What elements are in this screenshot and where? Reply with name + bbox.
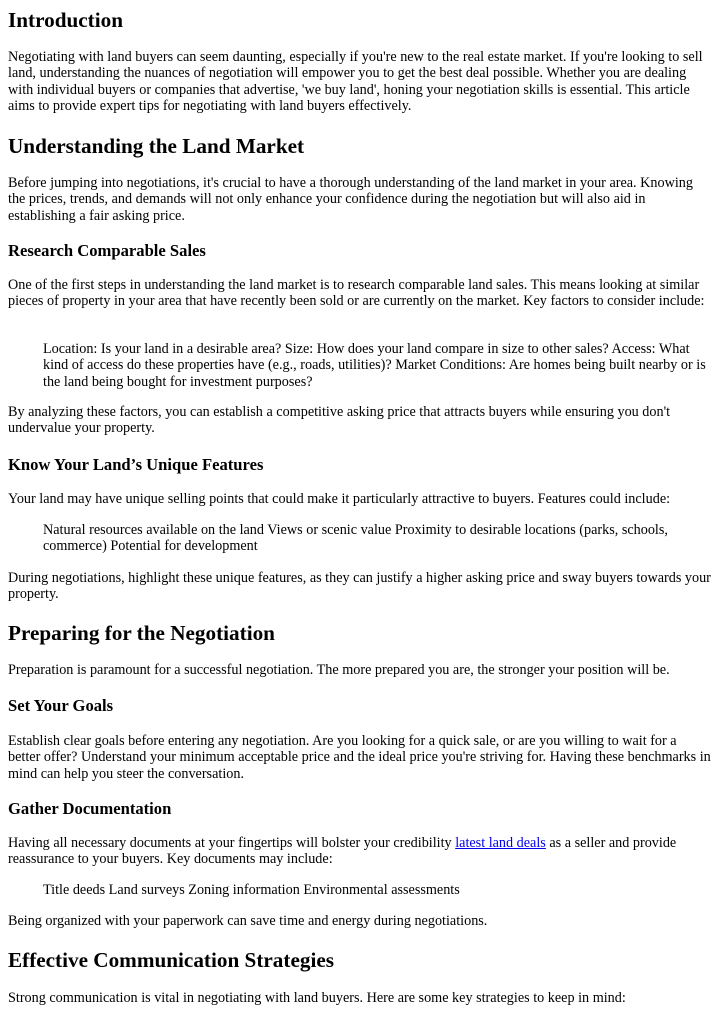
paragraph-research-after: By analyzing these factors, you can establish a competitive asking price that attracts buyers while ensuring you don't undervalue your property. [8,404,671,437]
paragraph-research-comparable: One of the first steps in understanding the land market is to research comparable land sales. This means looking at similar pieces of property in your area that have recently been sold or are currently on the market. Key factors to consider include: [8,277,705,310]
paragraph-features-after: During negotiations, highlight these unique features, as they can justify a higher asking price and sway buyers towards your property. [8,570,711,603]
paragraph-unique-features: Your land may have unique selling points that could make it particularly attractive to buyers. Features could include: [8,491,671,507]
paragraph-gather-documentation [8,835,712,868]
paragraph-docs-before: Having all necessary documents at your fingertips will bolster your credibility [8,835,456,851]
heading-gather-documentation: Gather Documentation [8,799,172,818]
paragraph-preparing: Preparation is paramount for a successful negotiation. The more prepared you are, the stronger your position will be. [8,662,670,678]
paragraph-docs-after-list: Being organized with your paperwork can save time and energy during negotiations. [8,913,488,929]
heading-set-goals: Set Your Goals [8,696,114,715]
quote-documents-list: Title deeds Land surveys Zoning information Environmental assessments [43,882,460,898]
heading-introduction: Introduction [8,8,123,32]
paragraph-set-goals: Establish clear goals before entering any negotiation. Are you looking for a quick sale, or are you willing to wait for a better offer? Understand your minimum acceptable price and the ideal price you're striving for. Having these benchmarks in mind can help you steer the conversation. [8,733,711,782]
paragraph-introduction: Negotiating with land buyers can seem daunting, especially if you're new to the real estate market. If you're looking to sell land, understanding the nuances of negotiation will empower you to get the best deal possible. Whether you are dealing with individual buyers or companies that advertise, 'we buy land', honing your negotiation skills is essential. This article aims to provide expert tips for negotiating with land buyers effectively. [8,49,703,115]
quote-research-factors: Location: Is your land in a desirable area? Size: How does your land compare in size to other sales? Access: What kind of access do these properties have (e.g., roads, utilities)? Market Conditions: Are homes being built nearby or is the land being bought for investment purposes? [43,341,706,390]
heading-research-comparable: Research Comparable Sales [8,241,206,260]
heading-understanding-market: Understanding the Land Market [8,134,305,158]
heading-unique-features: Know Your Land’s Unique Features [8,455,264,474]
paragraph-communication: Strong communication is vital in negotiating with land buyers. Here are some key strategies to keep in mind: [8,990,626,1006]
paragraph-docs-after: as a seller and provide reassurance to your buyers. Key documents may include: [8,835,677,868]
paragraph-understanding-market: Before jumping into negotiations, it's crucial to have a thorough understanding of the land market in your area. Knowing the prices, trends, and demands will not only enhance your confidence during the negotiation but will also aid in establishing a fair asking price. [8,175,693,224]
heading-communication: Effective Communication Strategies [8,948,334,972]
heading-preparing: Preparing for the Negotiation [8,621,275,645]
latest-land-deals-link[interactable]: latest land deals [455,835,546,851]
quote-features-list: Natural resources available on the land Views or scenic value Proximity to desirable locations (parks, schools, commerce) Potential for development [43,522,668,555]
